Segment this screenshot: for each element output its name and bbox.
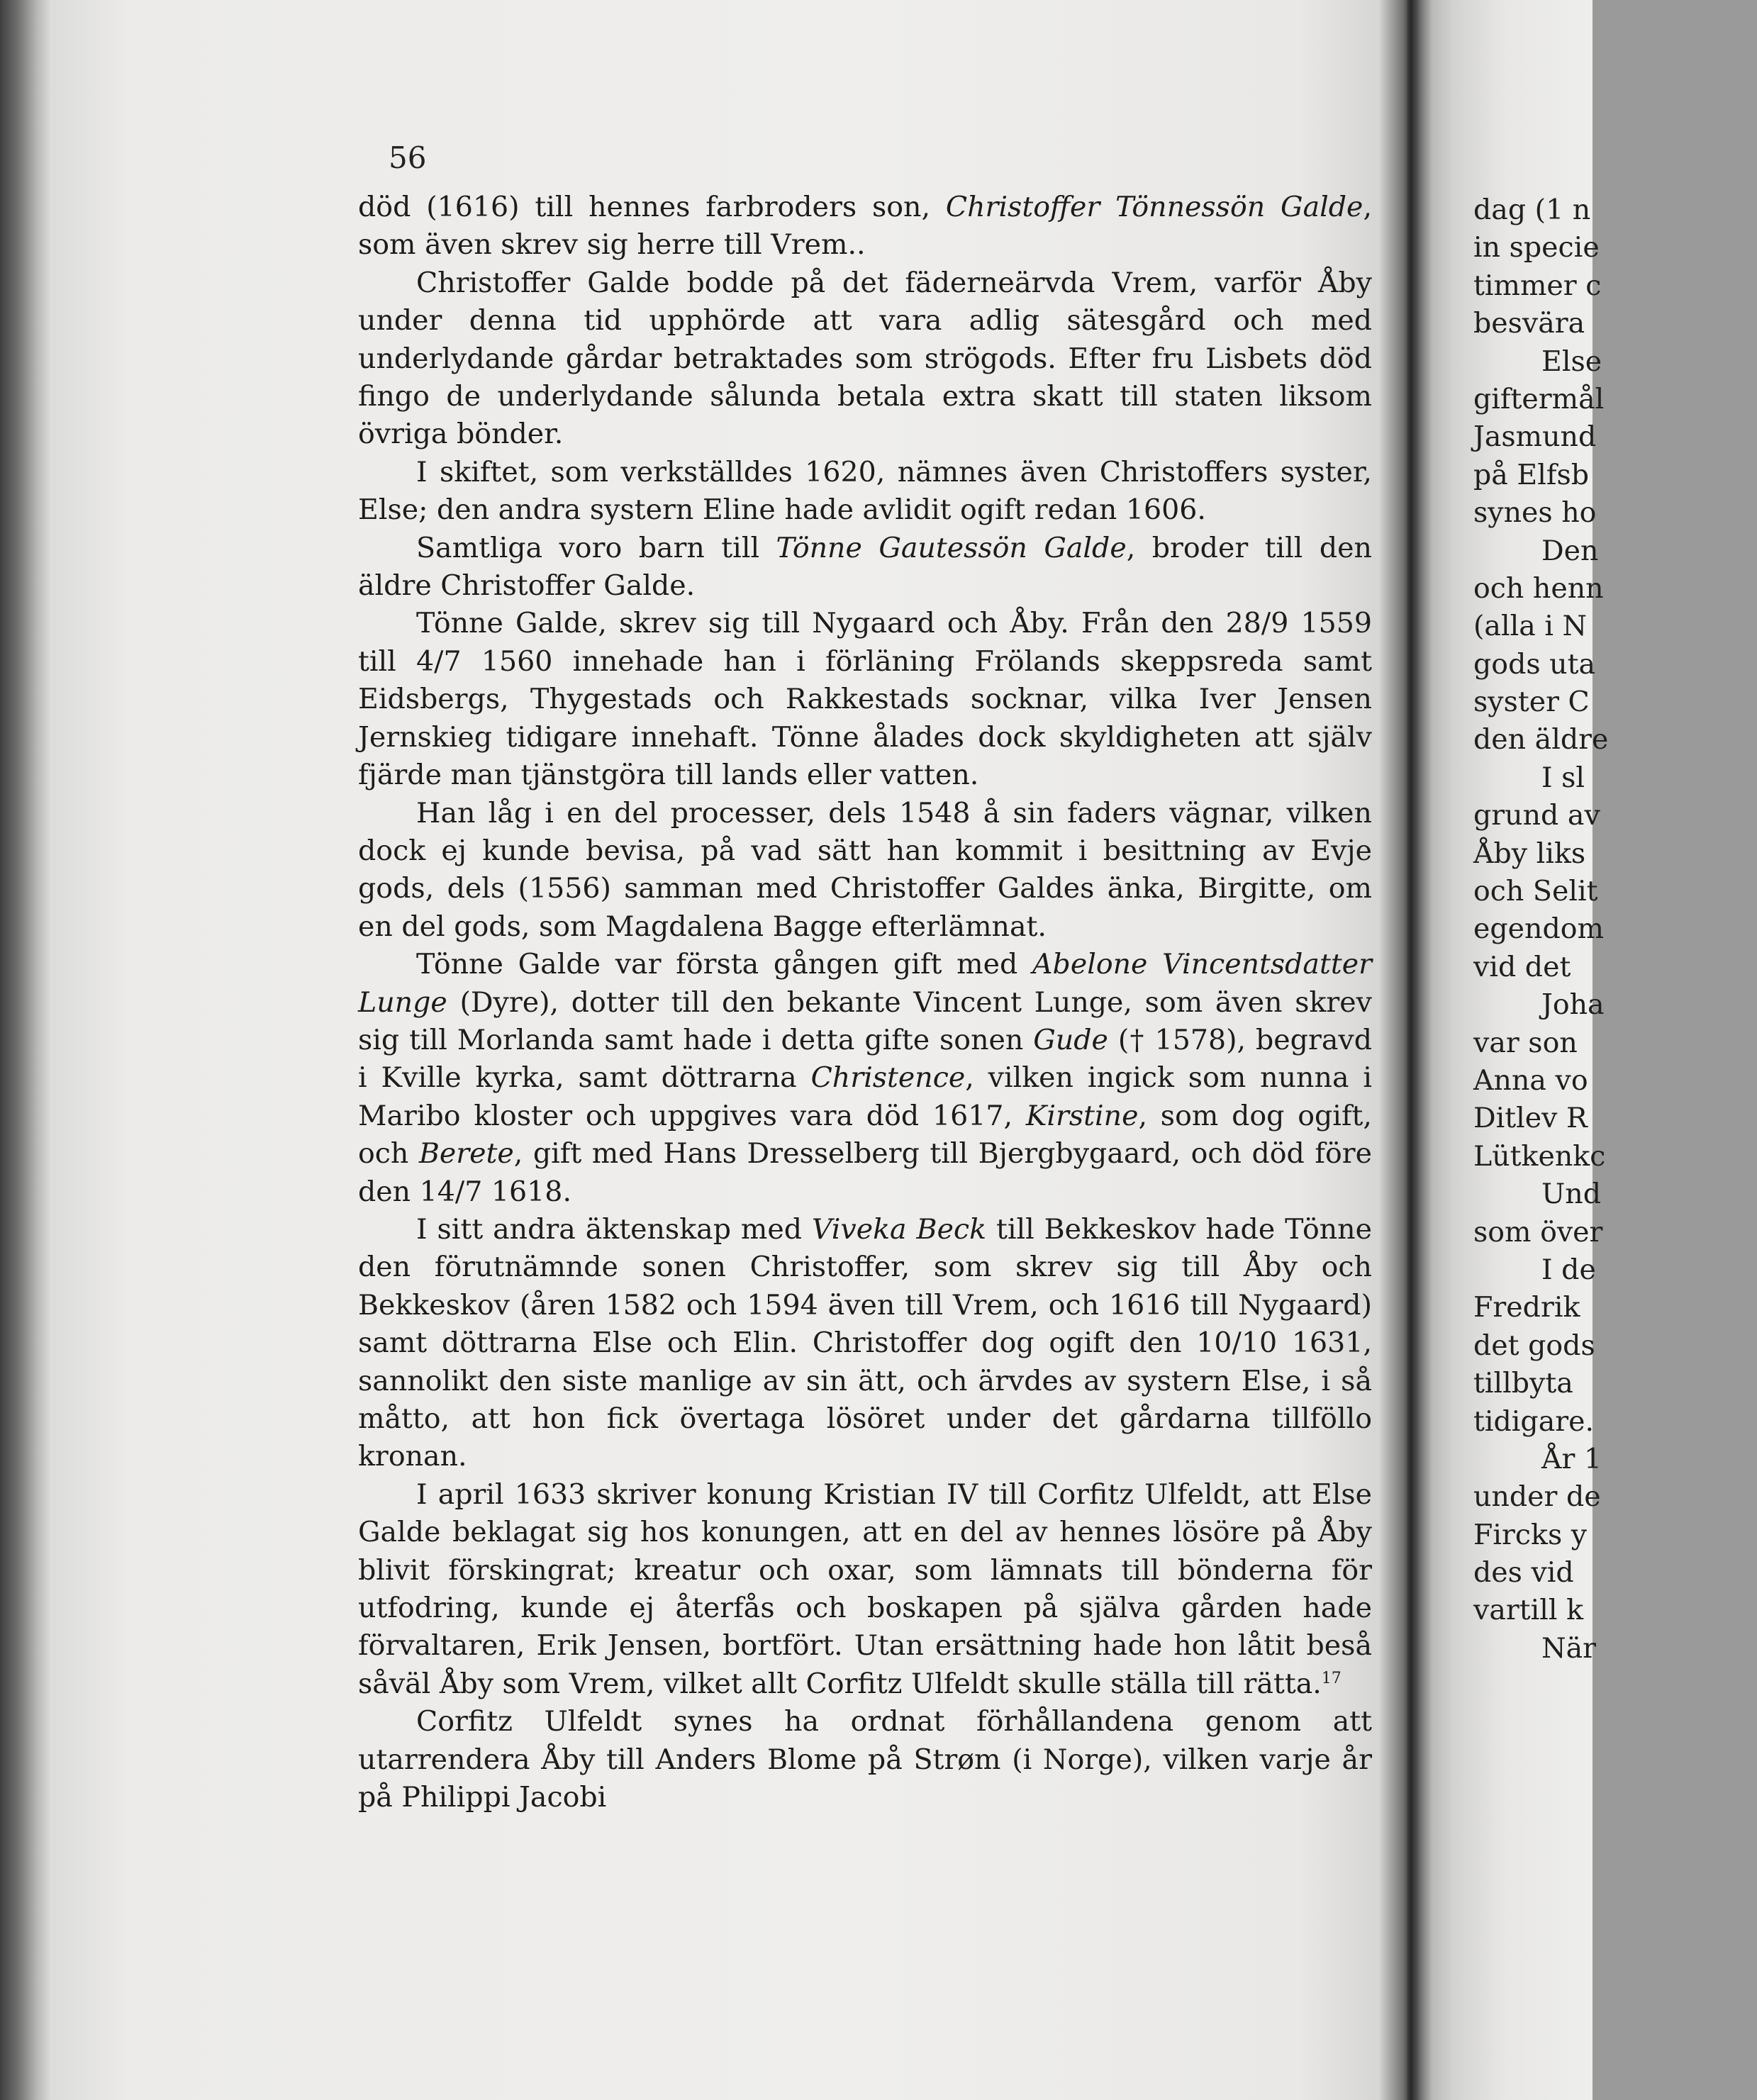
paragraph	[358, 605, 1372, 794]
italic-name: Christence	[810, 1061, 966, 1095]
facing-line: Und	[1541, 1178, 1602, 1211]
facing-line: I de	[1541, 1253, 1596, 1286]
facing-line: tillbyta	[1473, 1367, 1573, 1400]
facing-line: var son	[1473, 1026, 1578, 1059]
facing-line: den äldre	[1473, 723, 1609, 756]
paragraph	[358, 264, 1372, 454]
facing-line: grund av	[1473, 799, 1600, 832]
facing-line: (alla i N	[1473, 610, 1588, 643]
paragraph	[358, 946, 1372, 1211]
italic-name: Christoffer Tönnessön Galde	[945, 191, 1363, 223]
facing-line: under de	[1473, 1480, 1601, 1514]
paragraph	[358, 795, 1372, 946]
facing-line: Jasmund	[1473, 420, 1597, 454]
text-run: , gift med Hans Dresselberg till Bjergbygaard, och död före den 14/7 1618.	[358, 1137, 1372, 1208]
facing-line: vid det	[1473, 950, 1571, 983]
footnote-ref: 17	[1321, 1669, 1342, 1687]
facing-page-text	[1473, 191, 1757, 1668]
text-run: Tönne Galde var första gången gift med	[416, 948, 1033, 981]
facing-line: Fredrik	[1473, 1291, 1580, 1324]
facing-line: giftermål	[1473, 382, 1605, 415]
facing-line: Lütkenkc	[1473, 1139, 1606, 1173]
facing-line: på Elfsb	[1473, 458, 1590, 491]
facing-line: Åby liks	[1473, 837, 1586, 870]
facing-line: dag (1 n	[1473, 194, 1591, 226]
facing-line: Joha	[1541, 988, 1605, 1022]
facing-line: syster C	[1473, 686, 1590, 719]
italic-name: Viveka Beck	[811, 1212, 987, 1246]
facing-line: Fircks y	[1473, 1518, 1588, 1551]
italic-name: Tönne Gautessön Galde	[776, 531, 1127, 564]
text-run: till Bekkeskov hade Tönne den förutnämnde sonen Christoffer, som skrev sig till Åby och Bekkeskov (åren 1582 och 1594 även till Vrem, och 1616 till Nygaard) samt döttrarna Else och Elin. Christoffer dog ogift den 10/10 1631, sannolikt den siste manlige av sin ätt, och ärvdes av systern Else, i så måtto, att hon fick övertaga lösöret under det gårdarna tillföllo kronan.	[358, 1212, 1372, 1473]
italic-name: Kirstine	[1025, 1099, 1139, 1132]
text-run: Tönne Galde, skrev sig till Nygaard och Åby. Från den 28/9 1559 till 4/7 1560 innehade han i förläning Frölands skeppsreda samt Eidsbergs, Thygestads och Rakkestads socknar, vilka Iver Jensen Jernskieg tidigare innehaft. Tönne ålades dock skyldigheten att själv fjärde man tjänstgöra till lands eller vatten.	[358, 607, 1372, 792]
paragraph	[358, 530, 1372, 605]
text-run: I april 1633 skriver konung Kristian IV till Corfitz Ulfeldt, att Else Galde beklagat sig hos konungen, att en del av hennes lösöre på Åby blivit förskingrat; kreatur och oxar, som lämnats till bönderna för utfodring, kunde ej återfås och boskapen på själva gården hade förvaltaren, Erik Jensen, bortfört. Utan ersättning hade hon låtit beså såväl Åby som Vrem, vilket allt Corfitz Ulfeldt skulle ställa till rätta.	[358, 1478, 1372, 1700]
facing-line: och Selit	[1473, 875, 1598, 908]
facing-line: Else	[1541, 345, 1602, 378]
scan-edge-shadow	[0, 0, 50, 2100]
paragraph	[358, 454, 1372, 530]
text-run: , som även skrev sig herre till Vrem..	[358, 191, 1372, 262]
text-run: (Dyre), dotter till den bekante Vincent Lunge, som även skrev sig till Morlanda samt hade i detta gifte sonen	[358, 985, 1372, 1056]
facing-line: Ditlev R	[1473, 1102, 1588, 1135]
paragraph	[358, 1211, 1372, 1476]
facing-line: gods uta	[1473, 647, 1596, 681]
paragraph	[358, 189, 1372, 264]
text-run: död (1616) till hennes farbroders son,	[358, 191, 946, 223]
facing-line: besvära	[1473, 307, 1585, 340]
facing-line: I sl	[1541, 761, 1585, 794]
text-run: I skiftet, som verkställdes 1620, nämnes även Christoffers syster, Else; den andra systern Eline hade avlidit ogift redan 1606.	[358, 455, 1372, 527]
facing-line: tidigare.	[1473, 1404, 1595, 1438]
facing-line: in specie	[1473, 231, 1600, 264]
facing-line: det gods	[1473, 1329, 1595, 1362]
text-run: I sitt andra äktenskap med	[416, 1212, 812, 1246]
italic-name: Gude	[1033, 1023, 1108, 1056]
text-run: , som dog ogift, och	[358, 1099, 1372, 1171]
facing-line: Den	[1541, 534, 1599, 567]
facing-line: och henn	[1473, 571, 1604, 605]
italic-name: Berete	[418, 1137, 514, 1171]
text-run: , vilken ingick som nunna i Maribo kloster och uppgives vara död 1617,	[358, 1061, 1373, 1132]
text-run: , broder till den äldre Christoffer Galde.	[358, 531, 1372, 603]
text-run: Samtliga voro barn till	[416, 531, 776, 564]
facing-line: des vid	[1473, 1556, 1574, 1590]
book-gutter	[1379, 0, 1432, 2100]
facing-line: som över	[1473, 1215, 1603, 1249]
facing-line: Anna vo	[1473, 1063, 1588, 1097]
italic-name: Abelone Vincentsdatter Lunge	[358, 948, 1372, 1019]
paragraph	[358, 1703, 1372, 1816]
text-run: († 1578), begravd i Kville kyrka, samt döttrarna	[358, 1023, 1372, 1095]
body-text	[358, 189, 1372, 1816]
facing-line: vartill k	[1473, 1594, 1584, 1627]
text-run: Corfitz Ulfeldt synes ha ordnat förhållandena genom att utarrendera Åby till Anders Blome på Strøm (i Norge), vilken varje år på Philippi Jacobi	[358, 1705, 1372, 1814]
paragraph	[358, 1476, 1372, 1703]
facing-line: egendom	[1473, 912, 1604, 946]
facing-line: timmer c	[1473, 269, 1602, 302]
facing-line: När	[1541, 1631, 1596, 1665]
text-run: Christoffer Galde bodde på det fäderneärvda Vrem, varför Åby under denna tid upphörde att vara adlig sätesgård och med underlydande gårdar betraktades som strögods. Efter fru Lisbets död fingo de underlydande sålunda betala extra skatt till staten liksom övriga bönder.	[358, 266, 1372, 451]
facing-line: synes ho	[1473, 496, 1597, 530]
text-run: Han låg i en del processer, dels 1548 å sin faders vägnar, vilken dock ej kunde bevisa, på vad sätt han kommit i besittning av Evje gods, dels (1556) samman med Christoffer Galdes änka, Birgitte, om en del gods, som Magdalena Bagge efterlämnat.	[358, 796, 1372, 943]
facing-line: År 1	[1541, 1442, 1602, 1475]
page-number: 56	[389, 140, 427, 175]
